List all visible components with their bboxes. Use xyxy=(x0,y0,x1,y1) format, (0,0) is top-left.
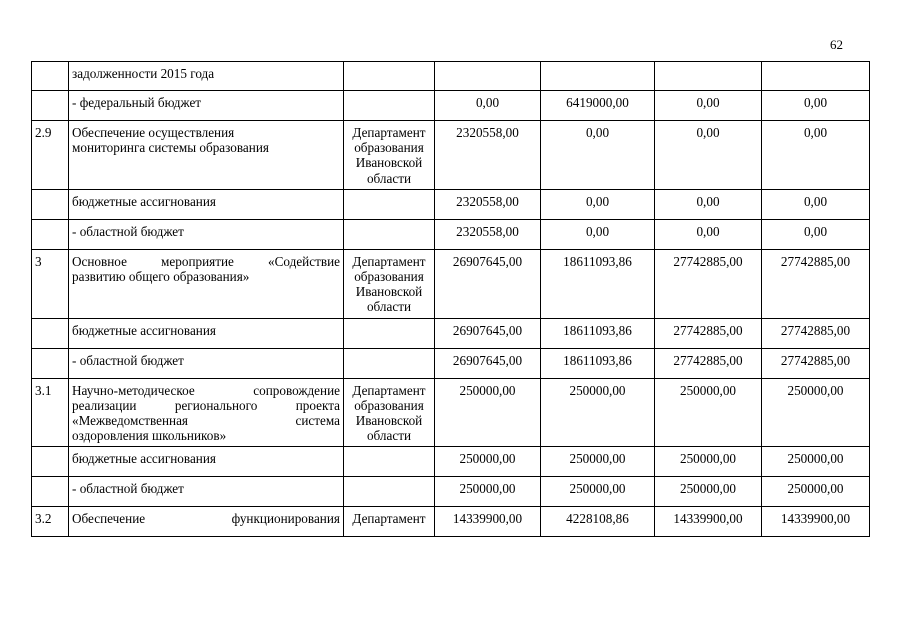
row-number-cell xyxy=(32,447,69,477)
row-name-cell xyxy=(69,189,344,219)
row-value-cell-2: 6419000,00 xyxy=(541,91,655,121)
row-value-cell-4: 14339900,00 xyxy=(762,507,870,537)
row-name-line: развитию общего образования» xyxy=(72,269,250,285)
row-department-line: Ивановской xyxy=(355,413,423,429)
row-value-cell-2: 250000,00 xyxy=(541,447,655,477)
row-value-cell-1 xyxy=(435,62,541,91)
row-department-cell xyxy=(344,91,435,121)
row-value-cell-2: 18611093,86 xyxy=(541,318,655,348)
row-value-cell-2: 250000,00 xyxy=(541,378,655,447)
row-department-line: образования xyxy=(354,269,424,285)
row-value-cell-1: 2320558,00 xyxy=(435,189,541,219)
row-department-line: Департамент xyxy=(352,125,426,140)
row-value-cell-1: 2320558,00 xyxy=(435,219,541,249)
row-name-line: оздоровления школьников» xyxy=(72,428,227,444)
row-value-cell-4: 27742885,00 xyxy=(762,348,870,378)
table-row xyxy=(32,507,870,537)
row-department-line: области xyxy=(366,299,412,315)
row-name-cell xyxy=(69,447,344,477)
row-value-cell-3: 250000,00 xyxy=(655,447,762,477)
row-department-line: образования xyxy=(354,140,424,156)
row-department-line: Департамент xyxy=(352,511,426,527)
row-number-cell xyxy=(32,477,69,507)
row-name-line: - федеральный бюджет xyxy=(72,95,202,110)
table-body xyxy=(32,62,870,537)
row-value-cell-4: 27742885,00 xyxy=(762,318,870,348)
row-value-cell-2: 0,00 xyxy=(541,121,655,190)
row-value-cell-4: 250000,00 xyxy=(762,378,870,447)
row-department-cell xyxy=(344,219,435,249)
row-value-cell-3: 27742885,00 xyxy=(655,249,762,318)
row-name-line: Обеспечение осуществления xyxy=(72,125,235,140)
row-value-cell-3: 27742885,00 xyxy=(655,318,762,348)
row-number-cell xyxy=(32,219,69,249)
row-name-line: бюджетные ассигнования xyxy=(72,193,216,209)
row-value-cell-3: 0,00 xyxy=(655,91,762,121)
row-value-cell-4: 0,00 xyxy=(762,219,870,249)
row-value-cell-3: 250000,00 xyxy=(655,378,762,447)
row-department-line: образования xyxy=(354,397,424,413)
row-value-cell-1: 250000,00 xyxy=(435,447,541,477)
row-value-cell-2: 0,00 xyxy=(541,189,655,219)
table-row xyxy=(32,348,870,378)
row-number-cell: 3 xyxy=(32,249,69,318)
row-name-line: реализации регионального проекта xyxy=(72,397,340,413)
row-value-cell-1: 2320558,00 xyxy=(435,121,541,190)
row-value-cell-2 xyxy=(541,62,655,91)
page-number: 62 xyxy=(830,37,843,52)
row-department-cell xyxy=(344,62,435,91)
row-value-cell-3: 250000,00 xyxy=(655,477,762,507)
row-name-cell xyxy=(69,348,344,378)
row-name-cell xyxy=(69,62,344,91)
budget-table xyxy=(31,61,870,537)
row-name-cell xyxy=(69,318,344,348)
row-value-cell-4: 27742885,00 xyxy=(762,249,870,318)
row-value-cell-4: 0,00 xyxy=(762,189,870,219)
row-value-cell-1: 0,00 xyxy=(435,91,541,121)
row-name-line: - областной бюджет xyxy=(72,481,184,497)
row-name-line: «Межведомственная система xyxy=(72,413,340,429)
row-value-cell-3 xyxy=(655,62,762,91)
row-name-line: Обеспечение функционирования xyxy=(72,511,340,527)
row-value-cell-1: 14339900,00 xyxy=(435,507,541,537)
row-department-cell xyxy=(344,121,435,190)
table-row xyxy=(32,219,870,249)
row-value-cell-3: 14339900,00 xyxy=(655,507,762,537)
table-row xyxy=(32,121,870,190)
row-department-cell xyxy=(344,348,435,378)
row-department-line: Департамент xyxy=(352,253,426,269)
row-name-line: бюджетные ассигнования xyxy=(72,322,216,338)
row-value-cell-3: 0,00 xyxy=(655,121,762,190)
row-department-line: области xyxy=(366,170,412,186)
row-department-line: Департамент xyxy=(352,382,426,398)
row-name-line: Научно-методическое сопровождение xyxy=(72,382,340,398)
row-value-cell-1: 250000,00 xyxy=(435,378,541,447)
row-value-cell-4 xyxy=(762,62,870,91)
row-department-cell xyxy=(344,189,435,219)
row-value-cell-2: 4228108,86 xyxy=(541,507,655,537)
table-row xyxy=(32,447,870,477)
row-value-cell-4: 0,00 xyxy=(762,121,870,190)
row-number-cell xyxy=(32,189,69,219)
table-row xyxy=(32,318,870,348)
row-name-line: бюджетные ассигнования xyxy=(72,451,216,467)
row-value-cell-1: 26907645,00 xyxy=(435,348,541,378)
row-name-cell xyxy=(69,249,344,318)
row-value-cell-1: 250000,00 xyxy=(435,477,541,507)
row-number-cell xyxy=(32,318,69,348)
row-name-line: - областной бюджет xyxy=(72,223,184,239)
table-row xyxy=(32,249,870,318)
row-name-cell xyxy=(69,91,344,121)
row-name-line: - областной бюджет xyxy=(72,352,184,368)
row-value-cell-4: 0,00 xyxy=(762,91,870,121)
row-department-line: Ивановской xyxy=(355,155,423,171)
row-number-cell xyxy=(32,91,69,121)
row-name-cell xyxy=(69,121,344,190)
row-name-cell xyxy=(69,507,344,537)
table-row xyxy=(32,91,870,121)
row-department-cell xyxy=(344,447,435,477)
row-number-cell: 3.2 xyxy=(32,507,69,537)
row-value-cell-2: 0,00 xyxy=(541,219,655,249)
table-row xyxy=(32,378,870,447)
row-department-line: Ивановской xyxy=(355,284,423,300)
row-department-cell xyxy=(344,507,435,537)
table-row xyxy=(32,477,870,507)
table-row xyxy=(32,62,870,91)
row-value-cell-3: 27742885,00 xyxy=(655,348,762,378)
row-value-cell-1: 26907645,00 xyxy=(435,318,541,348)
row-name-cell xyxy=(69,378,344,447)
row-value-cell-4: 250000,00 xyxy=(762,447,870,477)
row-name-line: Основное мероприятие «Содействие xyxy=(72,253,340,269)
row-name-cell xyxy=(69,219,344,249)
row-department-line: области xyxy=(366,428,412,444)
row-value-cell-2: 18611093,86 xyxy=(541,348,655,378)
row-value-cell-3: 0,00 xyxy=(655,219,762,249)
row-name-line: задолженности 2015 года xyxy=(72,66,215,81)
row-value-cell-2: 250000,00 xyxy=(541,477,655,507)
row-value-cell-2: 18611093,86 xyxy=(541,249,655,318)
row-number-cell: 2.9 xyxy=(32,121,69,190)
row-value-cell-3: 0,00 xyxy=(655,189,762,219)
row-number-cell: 3.1 xyxy=(32,378,69,447)
table-row xyxy=(32,189,870,219)
row-name-cell xyxy=(69,477,344,507)
row-department-cell xyxy=(344,477,435,507)
row-number-cell xyxy=(32,62,69,91)
row-department-cell xyxy=(344,378,435,447)
row-name-line: мониторинга системы образования xyxy=(72,140,269,156)
row-number-cell xyxy=(32,348,69,378)
row-value-cell-4: 250000,00 xyxy=(762,477,870,507)
row-department-cell xyxy=(344,249,435,318)
row-department-cell xyxy=(344,318,435,348)
row-value-cell-1: 26907645,00 xyxy=(435,249,541,318)
